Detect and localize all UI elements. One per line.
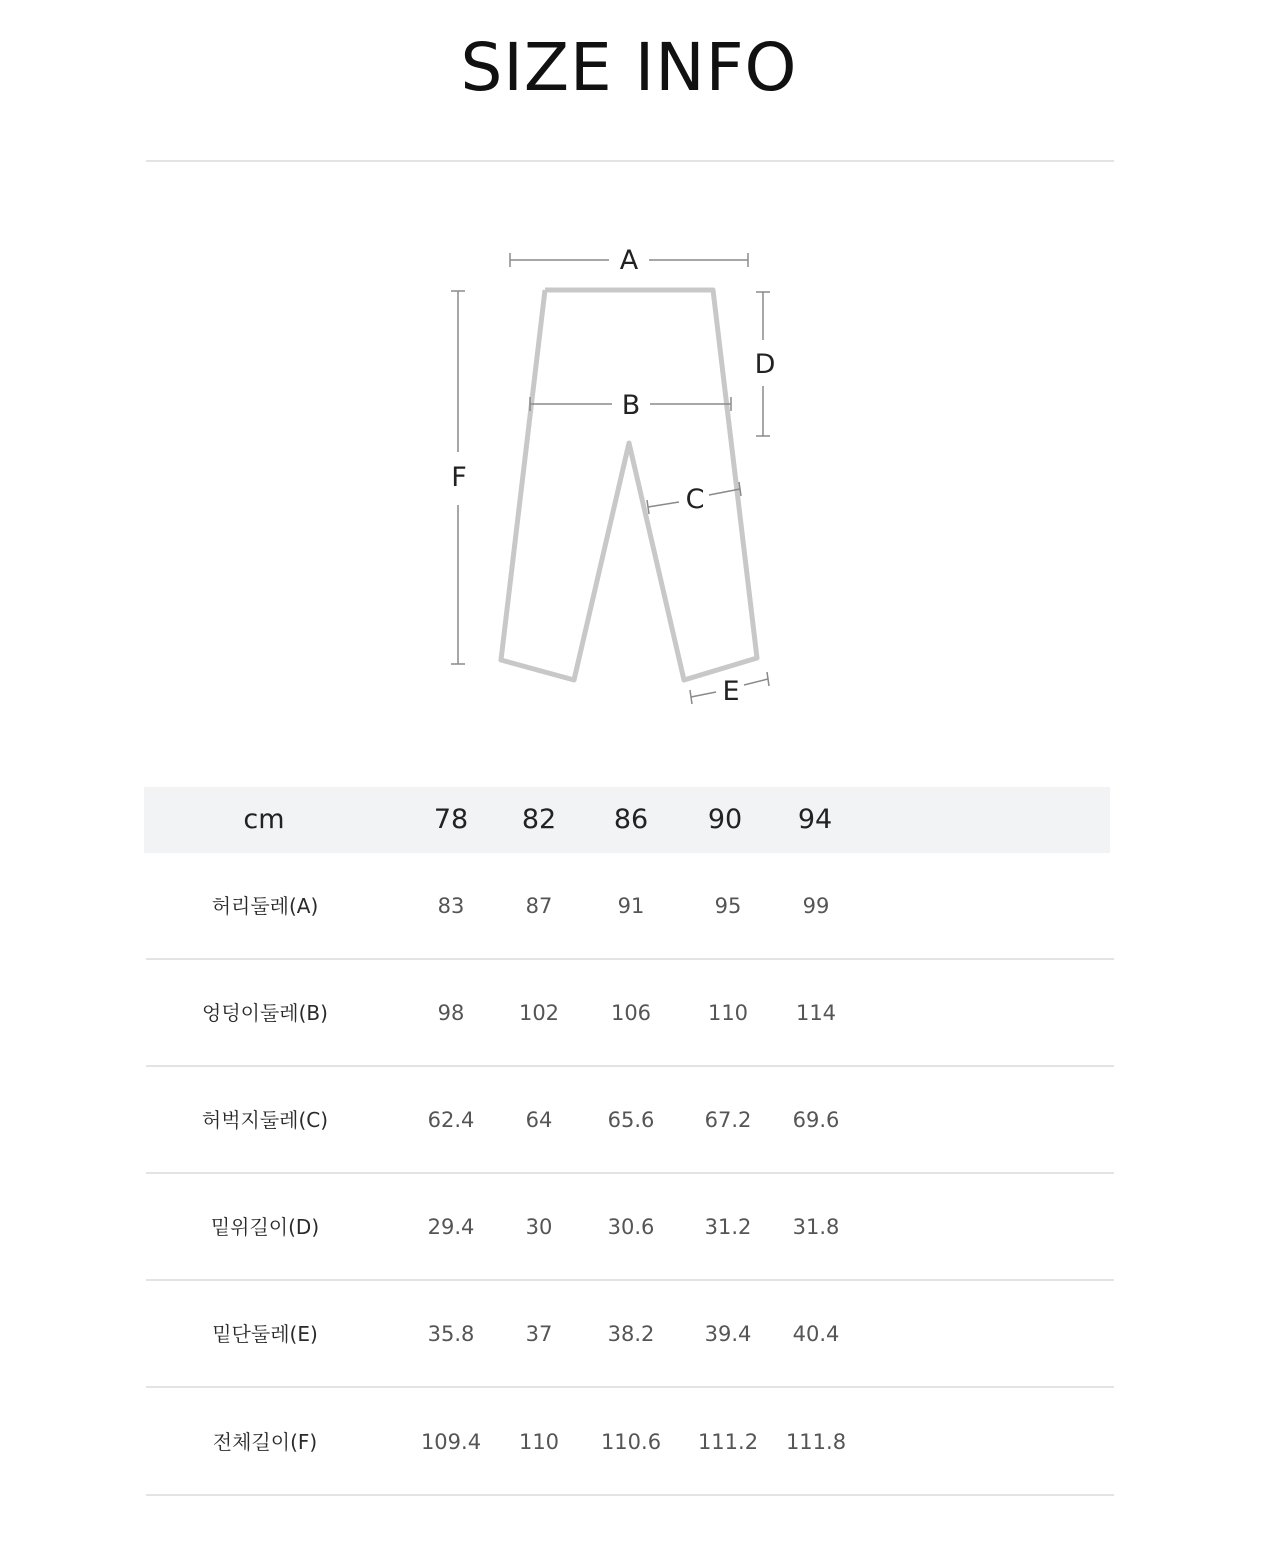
row-value: 87 [525,894,553,918]
row-value: 98 [437,1001,465,1025]
row-divider [146,1494,1114,1496]
unit-label: cm [243,804,285,835]
label-d: D [754,349,776,380]
row-value: 35.8 [427,1322,475,1346]
row-value: 99 [802,894,830,918]
pants-diagram [0,0,1284,760]
row-value: 62.4 [427,1108,475,1132]
label-a: A [619,245,639,276]
row-value: 114 [795,1001,837,1025]
size-header-90: 90 [707,804,743,835]
row-value: 64 [525,1108,553,1132]
row-value: 31.8 [792,1215,840,1239]
size-header-86: 86 [613,804,649,835]
row-value: 83 [437,894,465,918]
row-value: 110 [518,1430,560,1454]
row-label: 전체길이(F) [212,1430,318,1454]
table-row [0,1281,1284,1388]
row-value: 111.2 [697,1430,759,1454]
row-label: 허벅지둘레(C) [201,1108,329,1132]
row-value: 67.2 [704,1108,752,1132]
pants-outline [501,290,757,680]
row-value: 30 [525,1215,553,1239]
row-value: 29.4 [427,1215,475,1239]
row-divider [146,1386,1114,1388]
row-value: 95 [714,894,742,918]
table-row [0,960,1284,1067]
row-label: 밑위길이(D) [210,1215,320,1239]
row-value: 69.6 [792,1108,840,1132]
size-header-94: 94 [797,804,833,835]
row-value: 39.4 [704,1322,752,1346]
row-value: 110 [707,1001,749,1025]
row-value: 102 [518,1001,560,1025]
row-value: 91 [617,894,645,918]
table-row [0,853,1284,960]
label-e: E [722,676,740,707]
row-value: 30.6 [607,1215,655,1239]
table-row [0,1389,1284,1496]
row-value: 37 [525,1322,553,1346]
row-value: 31.2 [704,1215,752,1239]
row-value: 38.2 [607,1322,655,1346]
row-value: 111.8 [785,1430,847,1454]
table-row [0,1067,1284,1174]
row-value: 106 [610,1001,652,1025]
size-header-82: 82 [521,804,557,835]
page-title: SIZE INFO [460,29,798,106]
label-b: B [621,390,641,421]
size-table-header [144,787,1110,853]
row-value: 110.6 [600,1430,662,1454]
size-header-78: 78 [433,804,469,835]
row-label: 밑단둘레(E) [212,1322,318,1346]
table-row [0,1174,1284,1281]
label-c: C [685,484,705,515]
row-value: 40.4 [792,1322,840,1346]
row-label: 허리둘레(A) [211,894,319,918]
row-value: 109.4 [420,1430,482,1454]
label-f: F [451,462,467,493]
row-label: 엉덩이둘레(B) [202,1001,328,1025]
row-value: 65.6 [607,1108,655,1132]
